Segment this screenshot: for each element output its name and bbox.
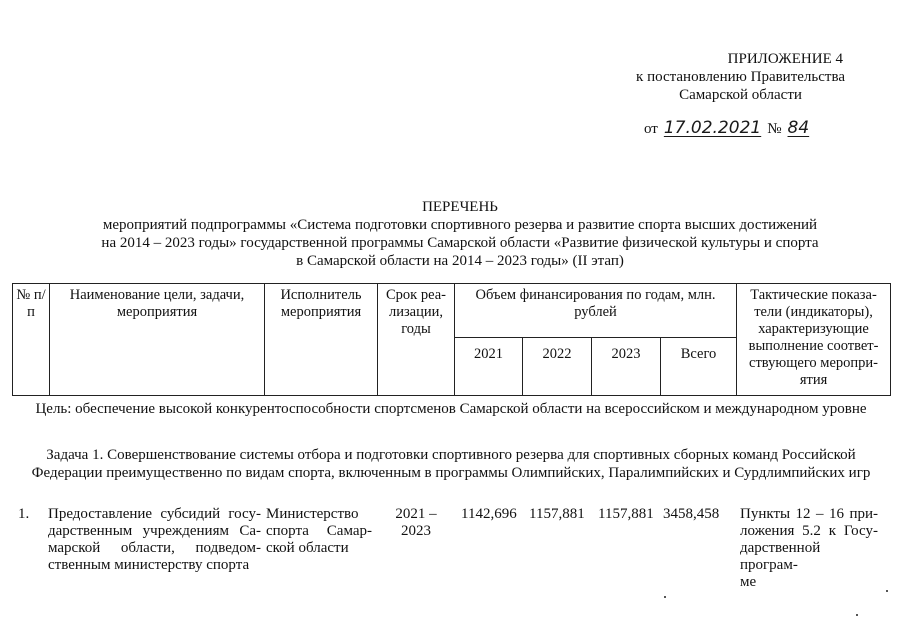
row-term (388, 506, 444, 540)
number-label: № (767, 121, 782, 137)
row-indicator-line: Пункты 12 – 16 при- (740, 506, 878, 522)
title-line-1: мероприятий подпрограммы «Система подготовки спортивного резерва и развитие спорта высших достижений (102, 217, 818, 233)
appendix-region: Самарской области (679, 87, 802, 103)
task-line-2: Федерации преимущественно по видам спорта, включенным в программы Олимпийских, Паралимпийских и Сурдлимпийских игр (31, 465, 871, 481)
header-name: Наименование цели, задачи, мероприятия (50, 284, 265, 396)
row-value-2021: 1142,696 (461, 506, 517, 522)
task-line-1: Задача 1. Совершенствование системы отбора и подготовки спортивного резерва для спортивных сборных команд Российской (46, 447, 856, 463)
row-term-line: 2023 (401, 523, 431, 539)
row-term-line: 2021 – (395, 506, 437, 522)
row-value-2022: 1157,881 (529, 506, 585, 522)
handwritten-number: 84 (787, 118, 810, 138)
document-title (60, 198, 860, 270)
row-executor-line: спорта Самар- (266, 523, 372, 539)
resolution-date-number (644, 118, 809, 138)
row-executor-line: ской области (266, 540, 349, 556)
scan-speck (886, 590, 888, 592)
header-year-2021: 2021 (455, 338, 523, 396)
header-year-2023: 2023 (592, 338, 661, 396)
row-name-line: ственным министерству спорта (48, 557, 250, 573)
row-name-line: дарственным учреждениям Са- (48, 523, 261, 539)
header-total: Всего (661, 338, 737, 396)
title-line-3: в Самарской области на 2014 – 2023 годы» (II этап) (296, 253, 624, 269)
appendix-number: ПРИЛОЖЕНИЕ 4 (727, 51, 843, 67)
row-indicator-line: дарственной програм- (740, 540, 821, 573)
task-text (12, 446, 890, 482)
row-name (48, 506, 261, 574)
row-name-line: марской области, подведом- (48, 540, 261, 556)
header-funding: Объем финансирования по годам, млн. рублей (455, 284, 737, 338)
goal-text: Цель: обеспечение высокой конкурентоспособности спортсменов Самарской области на всероссийском и международном уровне (35, 401, 867, 417)
title-heading: ПЕРЕЧЕНЬ (422, 199, 498, 215)
header-term: Срок реа-лизации, годы (378, 284, 455, 396)
header-indicators: Тактические показа-тели (индикаторы), характеризующие выполнение соответ-ствующего меропри-ятия (737, 284, 891, 396)
row-indicator-line: ме (740, 574, 757, 590)
row-executor (266, 506, 372, 557)
header-year-2022: 2022 (523, 338, 592, 396)
row-value-total: 3458,458 (663, 506, 720, 522)
row-name-line: Предоставление субсидий госу- (48, 506, 261, 522)
row-executor-line: Министерство (266, 506, 359, 522)
header-executor: Исполнитель мероприятия (265, 284, 378, 396)
scan-speck (856, 614, 858, 616)
appendix-ref: к постановлению Правительства (636, 69, 845, 85)
appendix-header (636, 50, 845, 104)
row-value-2023: 1157,881 (598, 506, 654, 522)
handwritten-date: 17.02.2021 (663, 118, 762, 138)
measures-table-header (12, 283, 891, 396)
row-num: 1. (18, 506, 30, 522)
title-line-2: на 2014 – 2023 годы» государственной программы Самарской области «Развитие физической культуры и спорта (101, 235, 819, 251)
from-label: от (644, 121, 658, 137)
row-indicators (740, 506, 878, 591)
header-num: № п/п (13, 284, 50, 396)
row-indicator-line: ложения 5.2 к Госу- (740, 523, 878, 539)
scan-speck (664, 596, 666, 598)
